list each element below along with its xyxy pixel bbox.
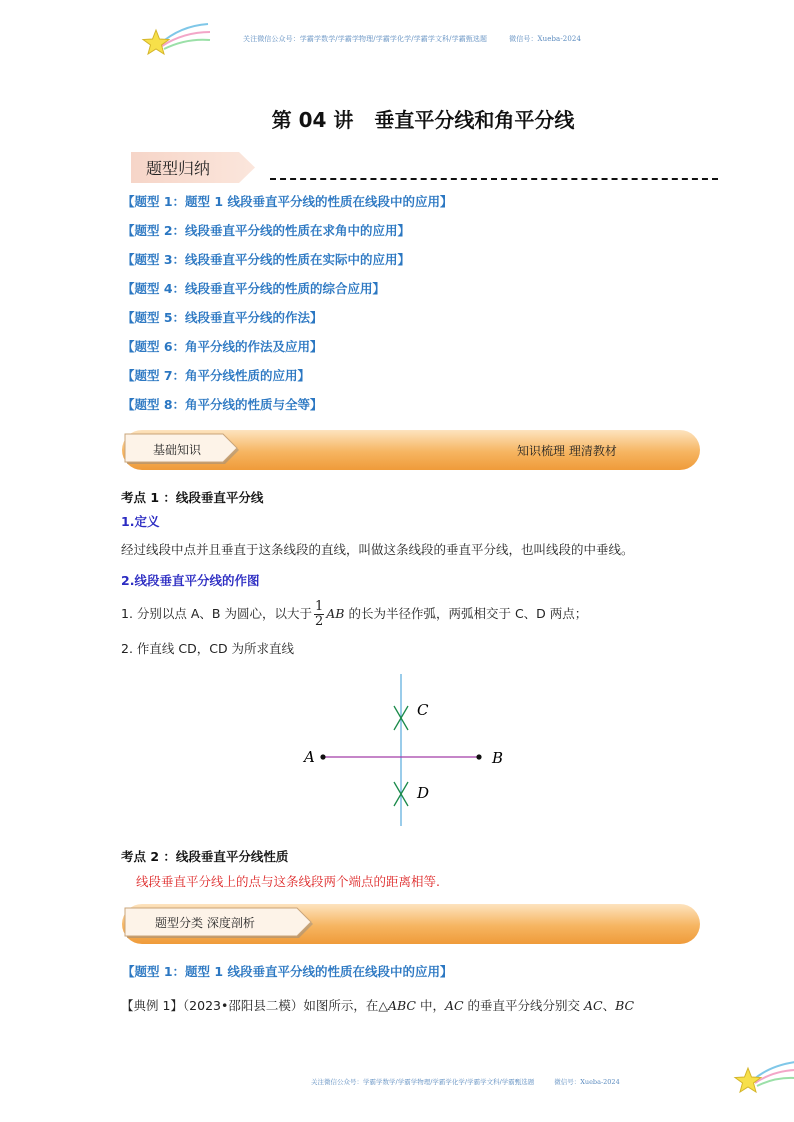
construction-step-2: 2. 作直线 CD，CD 为所求直线: [121, 641, 295, 656]
shooting-star-icon: [140, 20, 212, 60]
construction-step-1: 1. 分别以点 A、B 为圆心，以大于 $\frac{1}{2}$ AB 的长为半径作弧，两弧相交于 C、D 两点；: [121, 599, 588, 629]
dashed-divider: [270, 178, 718, 180]
toc-list: [122, 193, 452, 425]
fraction-half: $\frac{1}{2}$: [314, 599, 324, 629]
label-c: C: [417, 701, 429, 719]
kp2-property-text: 线段垂直平分线上的点与这条线段两个端点的距离相等.: [136, 874, 440, 889]
kp2-title: 考点 2 ：线段垂直平分线性质: [121, 849, 289, 864]
section-1-heading: 【题型 1：题型 1 线段垂直平分线的性质在线段中的应用】: [122, 964, 453, 979]
header-note: 关注微信公众号：学霸学数学/学霸学物理/学霸学化学/学霸学文科/学霸甄选题 微信号：Xueba-2024: [243, 35, 582, 43]
point-a: [320, 754, 325, 759]
banner-left-label: 题型分类 深度剖析: [155, 916, 255, 930]
toc-item[interactable]: 【题型 2：线段垂直平分线的性质在求角中的应用】: [122, 223, 411, 238]
perpendicular-bisector-diagram: [290, 670, 520, 830]
toc-item[interactable]: 【题型 1：题型 1 线段垂直平分线的性质在线段中的应用】: [122, 194, 453, 209]
footer-note: 关注微信公众号：学霸学数学/学霸学物理/学霸学化学/学霸学文科/学霸甄选题 微信号：Xueba-2024: [311, 1078, 620, 1086]
page-title: 第 04 讲 垂直平分线和角平分线: [271, 108, 575, 132]
kp1-title: 考点 1 ：线段垂直平分线: [121, 490, 264, 505]
definition-heading: 1.定义: [121, 514, 160, 529]
label-d: D: [417, 784, 430, 802]
section-tab-label: 题型归纳: [146, 159, 211, 178]
toc-item[interactable]: 【题型 4：线段垂直平分线的性质的综合应用】: [122, 281, 386, 296]
shooting-star-icon: [733, 1056, 794, 1098]
example-1-text: 【典例 1】（2023•邵阳县二模）如图所示，在△ABC 中，AC 的垂直平分线分别交 AC、BC: [121, 998, 635, 1013]
toc-item[interactable]: 【题型 6：角平分线的作法及应用】: [122, 339, 323, 354]
toc-item[interactable]: 【题型 5：线段垂直平分线的作法】: [122, 310, 323, 325]
point-b: [476, 754, 481, 759]
definition-text: 经过线段中点并且垂直于这条线段的直线，叫做这条线段的垂直平分线，也叫线段的中垂线。: [121, 542, 634, 557]
label-b: B: [492, 749, 504, 767]
banner-left-label: 基础知识: [153, 443, 202, 457]
toc-item[interactable]: 【题型 7：角平分线性质的应用】: [122, 368, 311, 383]
toc-item[interactable]: 【题型 3：线段垂直平分线的性质在实际中的应用】: [122, 252, 411, 267]
banner-right-label: 知识梳理 理清教材: [517, 444, 617, 458]
toc-item[interactable]: 【题型 8：角平分线的性质与全等】: [122, 397, 323, 412]
construction-heading: 2.线段垂直平分线的作图: [121, 573, 260, 588]
label-a: A: [304, 748, 315, 766]
